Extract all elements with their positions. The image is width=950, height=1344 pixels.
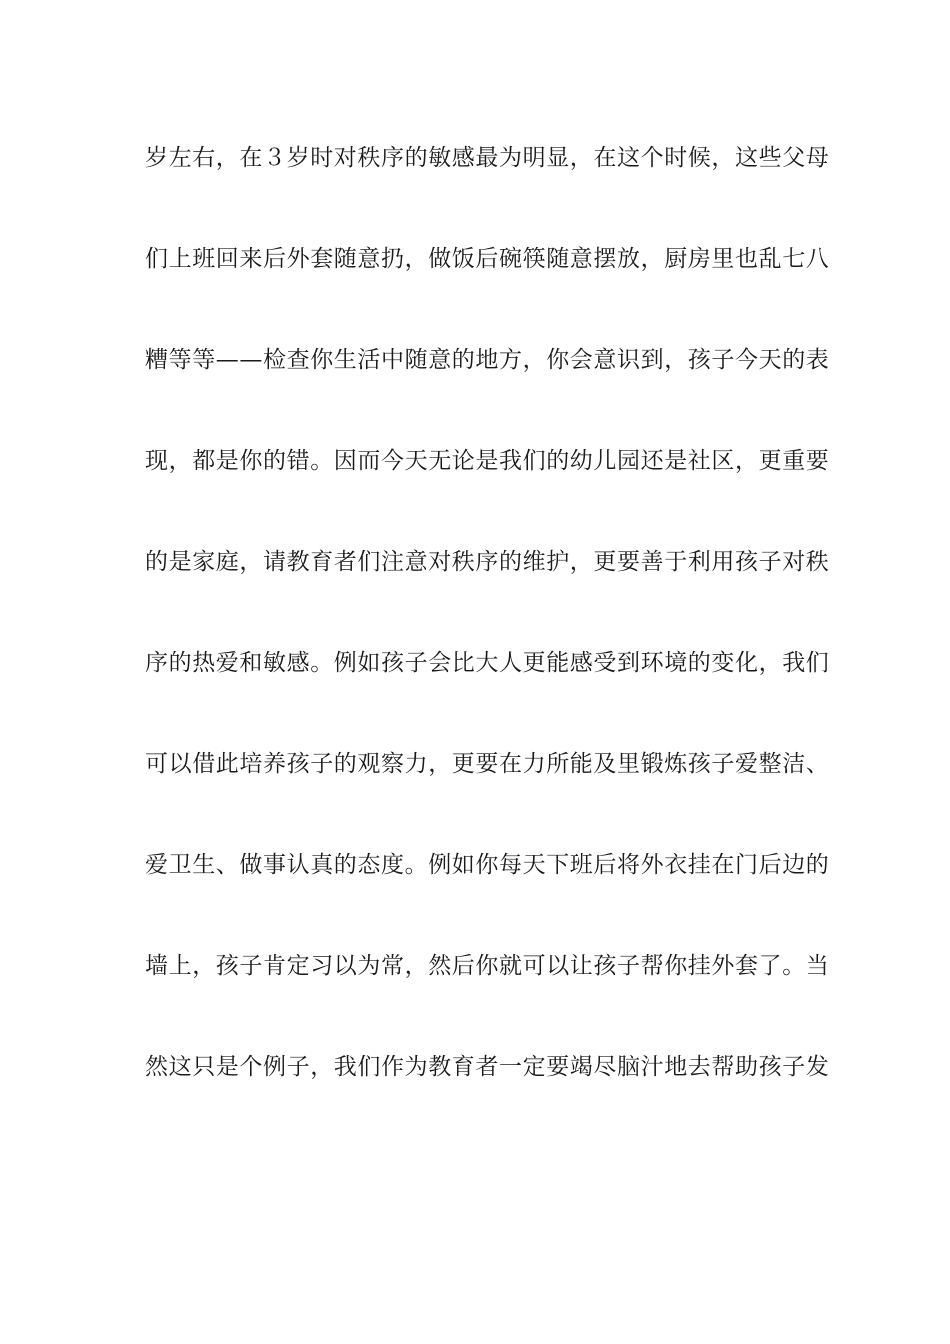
text-line: 爱卫生、做事认真的态度。例如你每天下班后将外衣挂在门后边的 — [145, 852, 830, 878]
text-line: 岁左右，在３岁时对秩序的敏感最为明显，在这个时候，这些父母 — [145, 145, 830, 171]
text-line: 现，都是你的错。因而今天无论是我们的幼儿园还是社区，更重要 — [145, 448, 830, 474]
text-line: 的是家庭，请教育者们注意对秩序的维护，更要善于利用孩子对秩 — [145, 549, 830, 575]
text-line: 可以借此培养孩子的观察力，更要在力所能及里锻炼孩子爱整洁、 — [145, 751, 830, 777]
text-line: 们上班回来后外套随意扔，做饭后碗筷随意摆放，厨房里也乱七八 — [145, 246, 830, 272]
body-text — [145, 136, 830, 1146]
text-line: 然这只是个例子，我们作为教育者一定要竭尽脑汁地去帮助孩子发 — [145, 1054, 830, 1080]
text-line: 序的热爱和敏感。例如孩子会比大人更能感受到环境的变化，我们 — [145, 650, 830, 676]
text-line: 糟等等——检查你生活中随意的地方，你会意识到，孩子今天的表 — [145, 347, 830, 373]
text-line: 墙上，孩子肯定习以为常，然后你就可以让孩子帮你挂外套了。当 — [145, 953, 830, 979]
